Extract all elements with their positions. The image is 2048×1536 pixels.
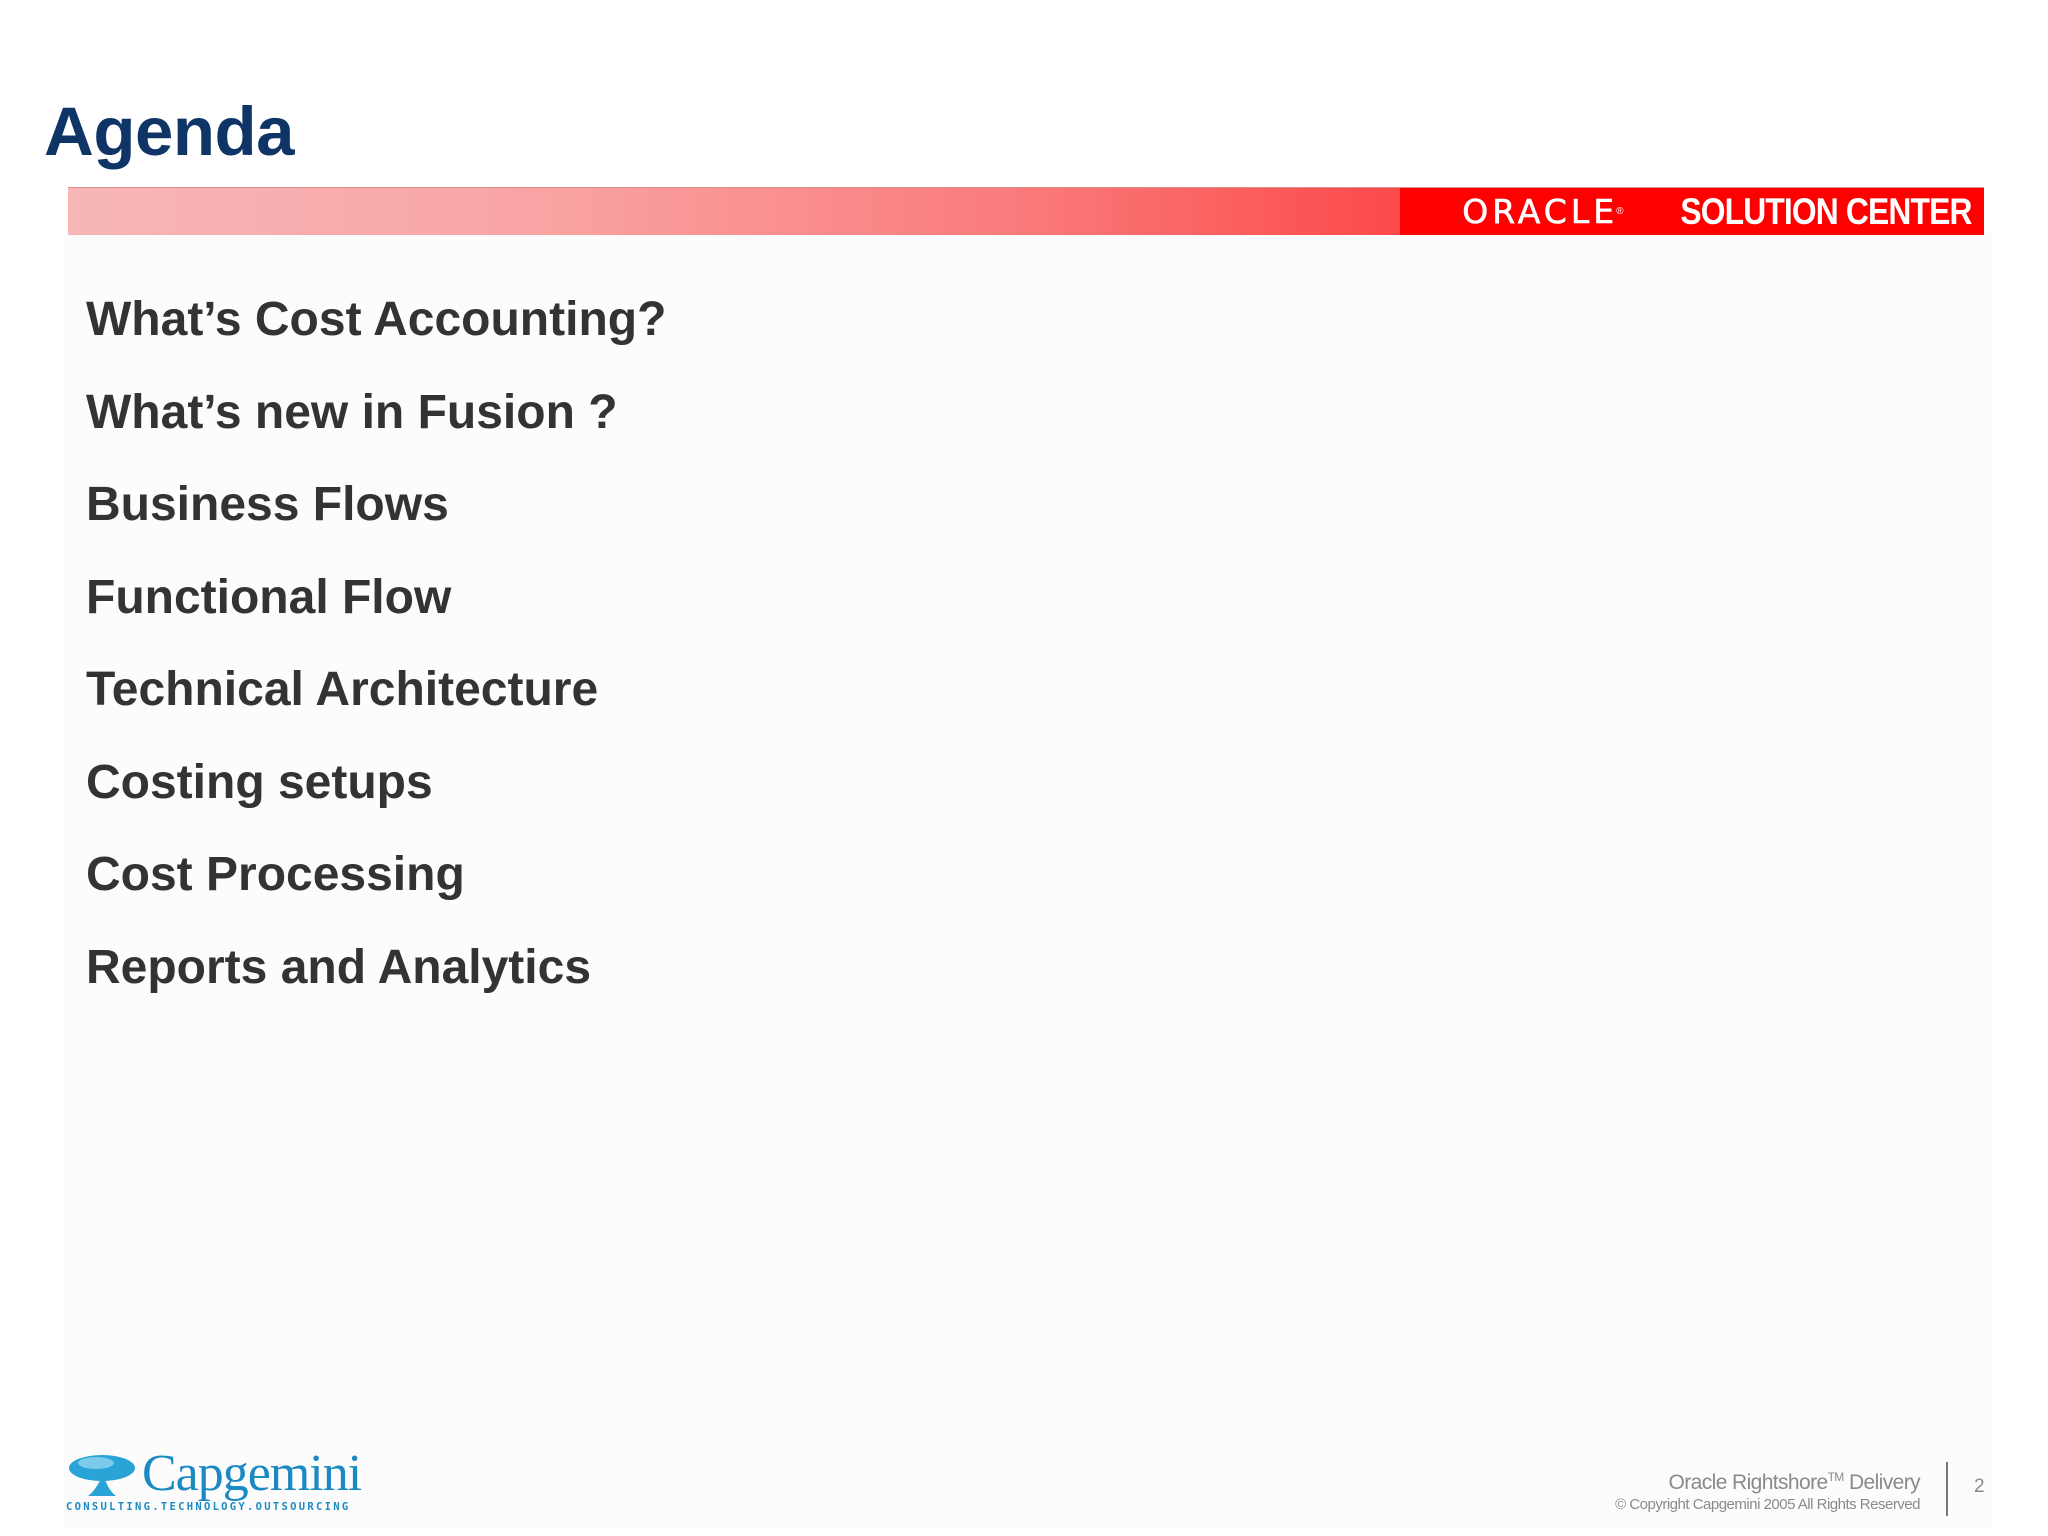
delivery-label: Oracle Rightshore™ Delivery (1668, 1470, 1920, 1494)
page-number: 2 (1974, 1476, 1985, 1497)
agenda-item: Cost Processing (86, 848, 465, 901)
header-banner (68, 187, 1984, 235)
agenda-item: Functional Flow (86, 570, 452, 624)
agenda-item: Costing setups (86, 755, 433, 809)
capgemini-wordmark: Capgemini (142, 1445, 362, 1502)
solution-center-label: SOLUTION CENTER (1680, 190, 1972, 232)
spade-icon (66, 1446, 144, 1500)
agenda-list (86, 290, 666, 1030)
trademark-mark: TM (1827, 1470, 1844, 1484)
registered-mark: ® (1616, 206, 1624, 217)
agenda-item: Technical Architecture (86, 663, 599, 716)
oracle-wordmark: ORACLE (1462, 192, 1619, 231)
oracle-solution-center-logo (1400, 188, 1984, 235)
agenda-item: What’s new in Fusion ? (86, 385, 618, 439)
agenda-item: What’s Cost Accounting? (86, 293, 667, 346)
agenda-item: Business Flows (86, 478, 449, 531)
capgemini-tagline: CONSULTING.TECHNOLOGY.OUTSOURCING (66, 1501, 351, 1513)
footer-divider (1946, 1462, 1948, 1516)
slide-title: Agenda (44, 93, 295, 170)
capgemini-logo (66, 1444, 362, 1516)
footer-text (1615, 1465, 1920, 1515)
agenda-item: Reports and Analytics (86, 940, 592, 994)
copyright-notice: © Copyright Capgemini 2005 All Rights Reserved (1615, 1496, 1920, 1513)
